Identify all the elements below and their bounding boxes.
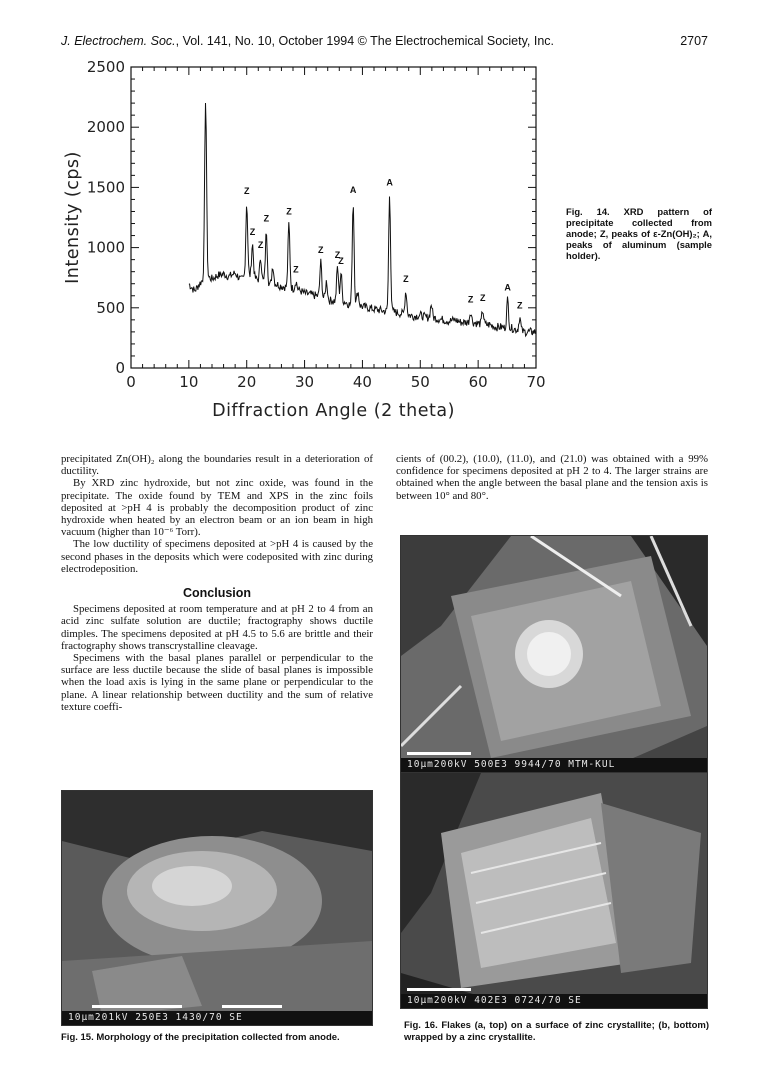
x-tick-label: 30	[295, 373, 315, 391]
fig16a-photo	[400, 535, 708, 773]
paragraph: By XRD zinc hydroxide, but not zinc oxide, was found in the precipitate. The oxide found by TEM and XPS in the zinc foils deposited at >pH 4 is probably the decomposition product of zinc hydroxide when heated by an electron beam or an ion beam in high vacuum (higher than 10⁻⁶ Torr).	[61, 477, 373, 539]
peak-label: Z	[293, 264, 299, 275]
micrograph-label: 10μm200kV 500E3 9944/70 MTM-KUL	[401, 758, 707, 772]
running-header	[61, 34, 554, 48]
left-column	[61, 453, 373, 713]
journal-citation: , Vol. 141, No. 10, October 1994 © The Electrochemical Society, Inc.	[175, 34, 555, 48]
peak-label: Z	[467, 294, 474, 305]
x-axis-label: Diffraction Angle (2 theta)	[212, 401, 455, 421]
peak-label: Z	[334, 249, 341, 260]
micrograph-label: 10μm201kV 250E3 1430/70 SE	[62, 1011, 372, 1025]
xrd-chart	[0, 50, 560, 430]
x-tick-label: 20	[237, 373, 257, 391]
peak-label: Z	[249, 226, 256, 237]
y-tick-label: 1500	[86, 178, 125, 197]
x-tick-label: 10	[179, 373, 199, 391]
section-heading: Conclusion	[182, 586, 252, 601]
peak-label: Z	[480, 293, 486, 304]
peak-label: Z	[403, 273, 409, 284]
peak-label: Z	[318, 245, 324, 256]
right-column	[396, 453, 708, 502]
y-tick-label: 2000	[86, 118, 125, 137]
paragraph: The low ductility of specimens deposited at >pH 4 is caused by the second phases in the deposits which were codeposited with zinc during electrodeposition.	[61, 538, 373, 575]
peak-label: Z	[286, 206, 292, 217]
x-tick-label: 50	[410, 373, 430, 391]
fig14-caption: Fig. 14. XRD pattern of precipitate collected from anode; Z, peaks of ε-Zn(OH)₂; A, peaks of aluminum (sample holder).	[566, 206, 712, 261]
peak-label: Z	[257, 240, 264, 251]
fig16b-photo	[400, 772, 708, 1009]
x-tick-label: 70	[526, 373, 546, 391]
fig16-caption: Fig. 16. Flakes (a, top) on a surface of zinc crystallite; (b, bottom) wrapped by a zinc crystallite.	[404, 1020, 709, 1043]
paragraph: Specimens deposited at room temperature and at pH 2 to 4 from an acid zinc sulfate solution are ductile; fractography shows ductile dimples. The specimens deposited at pH 4.5 to 5.6 are brittle and their fractography shows transcrystalline cleavage.	[61, 603, 373, 652]
peak-label: Z	[263, 213, 270, 224]
paragraph: precipitated Zn(OH)₂ along the boundaries result in a deterioration of ductility.	[61, 453, 373, 478]
journal-name: J. Electrochem. Soc.	[61, 34, 176, 48]
micrograph-label: 10μm200kV 402E3 0724/70 SE	[401, 994, 707, 1008]
y-tick-label: 500	[96, 298, 125, 317]
page-number: 2707	[680, 34, 708, 48]
y-tick-label: 2500	[86, 58, 125, 76]
x-tick-label: 0	[126, 373, 136, 391]
micrograph-image	[401, 773, 707, 1008]
peak-label: A	[349, 184, 357, 195]
micrograph-image	[62, 791, 372, 1025]
x-tick-label: 60	[468, 373, 488, 391]
paragraph: cients of (00.2), (10.0), (11.0), and (21.0) was obtained with a 99% confidence for specimens deposited at pH 2 to 4. The larger strains are obtained when the angle between the basal plane and the tension axis is between 10° and 80°.	[396, 453, 708, 502]
micrograph-image	[401, 536, 707, 772]
peak-label: A	[386, 177, 393, 188]
x-tick-label: 40	[352, 373, 372, 391]
y-axis-label: Intensity (cps)	[63, 151, 83, 284]
peak-label: A	[504, 282, 511, 293]
peak-label: Z	[338, 255, 344, 266]
peak-label: Z	[517, 300, 523, 311]
fig15-photo	[61, 790, 373, 1026]
paragraph: Specimens with the basal planes parallel or perpendicular to the surface are less ductile because the slide of basal planes is impossible when the load axis is lying in the same plane or perpendicular to the plane. A linear relationship between ductility and the sum of relative texture coeffi-	[61, 652, 373, 713]
y-tick-label: 1000	[86, 238, 125, 257]
y-tick-label: 0	[115, 359, 125, 377]
peak-label: Z	[243, 186, 250, 197]
fig15-caption: Fig. 15. Morphology of the precipitation collected from anode.	[61, 1032, 340, 1043]
